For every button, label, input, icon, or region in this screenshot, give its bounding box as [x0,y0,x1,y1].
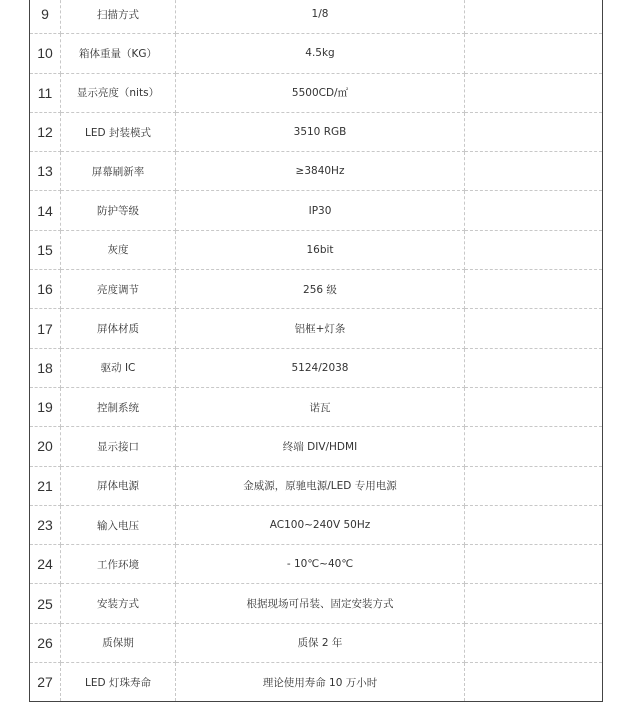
parameter-value-cell: 金威源，原驰电源/LED 专用电源 [176,466,465,505]
parameter-value-cell: IP30 [176,191,465,230]
row-number-cell: 18 [30,348,61,387]
row-number-cell: 23 [30,505,61,544]
note-cell [465,466,603,505]
spec-table [29,0,603,702]
table-row [30,270,603,309]
note-cell [465,427,603,466]
parameter-value-cell: 终端 DIV/HDMI [176,427,465,466]
table-row [30,191,603,230]
parameter-value-cell: 4.5kg [176,34,465,73]
row-number-cell: 12 [30,112,61,151]
table-row [30,584,603,623]
note-cell [465,34,603,73]
parameter-name-cell: 质保期 [61,623,176,662]
parameter-name-cell: 亮度调节 [61,270,176,309]
table-row [30,0,603,34]
row-number-cell: 15 [30,230,61,269]
row-number-cell: 16 [30,270,61,309]
note-cell [465,191,603,230]
parameter-value-cell: 理论使用寿命 10 万小时 [176,663,465,702]
parameter-value-cell: AC100~240V 50Hz [176,505,465,544]
note-cell [465,270,603,309]
table-row [30,663,603,702]
parameter-name-cell: 扫描方式 [61,0,176,34]
row-number-cell: 21 [30,466,61,505]
note-cell [465,663,603,702]
parameter-name-cell: LED 灯珠寿命 [61,663,176,702]
parameter-value-cell: 铝框+灯条 [176,309,465,348]
table-row [30,73,603,112]
note-cell [465,230,603,269]
table-row [30,348,603,387]
row-number-cell: 26 [30,623,61,662]
note-cell [465,309,603,348]
row-number-cell: 10 [30,34,61,73]
row-number-cell: 13 [30,152,61,191]
row-number-cell: 24 [30,545,61,584]
parameter-value-cell: 5500CD/㎡ [176,73,465,112]
parameter-name-cell: 防护等级 [61,191,176,230]
parameter-name-cell: 驱动 IC [61,348,176,387]
parameter-name-cell: 屏体电源 [61,466,176,505]
table-row [30,623,603,662]
row-number-cell: 27 [30,663,61,702]
parameter-value-cell: - 10℃~40℃ [176,545,465,584]
row-number-cell: 20 [30,427,61,466]
parameter-name-cell: 屏体材质 [61,309,176,348]
note-cell [465,387,603,426]
table-row [30,230,603,269]
parameter-value-cell: ≥3840Hz [176,152,465,191]
parameter-name-cell: 箱体重量（KG） [61,34,176,73]
parameter-name-cell: 工作环境 [61,545,176,584]
note-cell [465,0,603,34]
parameter-value-cell: 3510 RGB [176,112,465,151]
row-number-cell: 19 [30,387,61,426]
parameter-value-cell: 1/8 [176,0,465,34]
row-number-cell: 11 [30,73,61,112]
table-row [30,112,603,151]
parameter-value-cell: 5124/2038 [176,348,465,387]
parameter-value-cell: 根据现场可吊装、固定安装方式 [176,584,465,623]
parameter-value-cell: 256 级 [176,270,465,309]
parameter-name-cell: 输入电压 [61,505,176,544]
parameter-value-cell: 质保 2 年 [176,623,465,662]
note-cell [465,152,603,191]
table-row [30,427,603,466]
table-row [30,545,603,584]
note-cell [465,112,603,151]
parameter-name-cell: 安装方式 [61,584,176,623]
table-row [30,505,603,544]
table-row [30,387,603,426]
parameter-value-cell: 诺瓦 [176,387,465,426]
table-row [30,152,603,191]
parameter-name-cell: 控制系统 [61,387,176,426]
row-number-cell: 25 [30,584,61,623]
spec-table-body [30,0,603,702]
table-row [30,34,603,73]
note-cell [465,505,603,544]
table-row [30,309,603,348]
note-cell [465,545,603,584]
row-number-cell: 9 [30,0,61,34]
row-number-cell: 17 [30,309,61,348]
row-number-cell: 14 [30,191,61,230]
note-cell [465,584,603,623]
parameter-name-cell: LED 封装模式 [61,112,176,151]
parameter-value-cell: 16bit [176,230,465,269]
parameter-name-cell: 显示接口 [61,427,176,466]
note-cell [465,623,603,662]
parameter-name-cell: 灰度 [61,230,176,269]
table-row [30,466,603,505]
parameter-name-cell: 屏幕刷新率 [61,152,176,191]
note-cell [465,73,603,112]
parameter-name-cell: 显示亮度（nits） [61,73,176,112]
note-cell [465,348,603,387]
